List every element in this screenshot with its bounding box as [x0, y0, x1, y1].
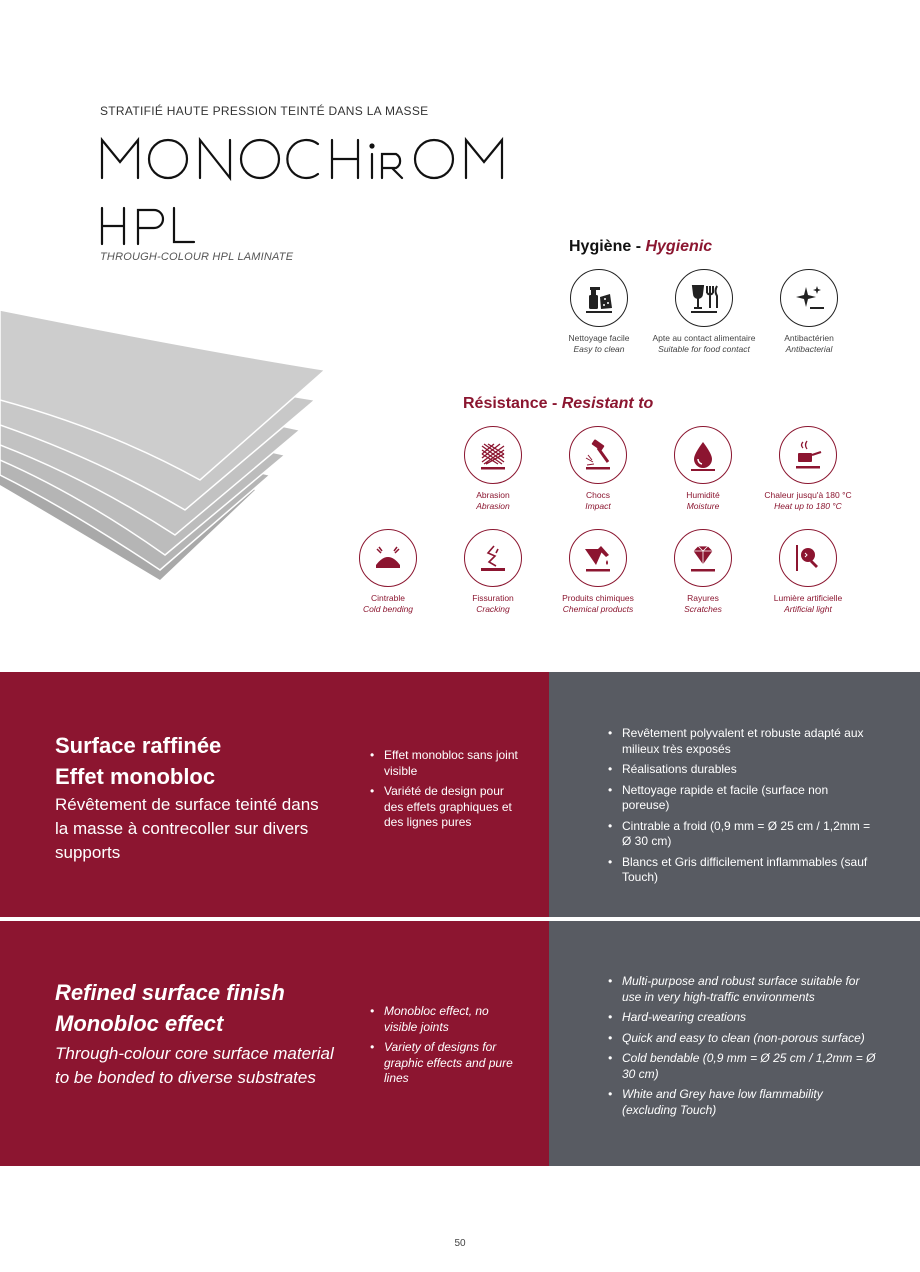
feature-label-fr: Apte au contact alimentaire: [652, 333, 756, 343]
hammer-impact-icon: [569, 426, 627, 484]
fr-heading: [55, 730, 221, 792]
fr-heading-line1: Surface raffinée: [55, 733, 222, 758]
list-item: • Variety of designs for graphic effects and pure lines: [370, 1040, 520, 1087]
feature-label-en: Cracking: [476, 604, 510, 614]
feature-label-en: Chemical products: [562, 604, 634, 614]
fr-heading-line2: Effet monobloc: [55, 764, 216, 789]
list-item: • Monobloc effect, no visible joints: [370, 1004, 520, 1035]
fr-mid-bullets: [370, 748, 520, 836]
feature-cold-bending: [333, 529, 443, 615]
feature-cracking: [438, 529, 548, 615]
sparkle-clean-icon: [780, 269, 838, 327]
feature-label-fr: Chocs: [585, 490, 611, 500]
feature-scratches: [648, 529, 758, 615]
diamond-scratch-icon: [674, 529, 732, 587]
en-right-bullets: [608, 974, 878, 1123]
laminate-sheets-illustration: [0, 290, 330, 590]
feature-label-fr: Lumière artificielle: [773, 593, 843, 603]
list-item: • Multi-purpose and robust surface suitable for use in very high-traffic environments: [608, 974, 878, 1005]
list-item: • Cintrable a froid (0,9 mm = Ø 25 cm / 1,2mm = Ø 30 cm): [608, 819, 878, 850]
cold-bending-icon: [359, 529, 417, 587]
list-item: • Quick and easy to clean (non-porous surface): [608, 1031, 878, 1047]
list-item: • Hard-wearing creations: [608, 1010, 878, 1026]
list-item: • Blancs et Gris difficilement inflammables (sauf Touch): [608, 855, 878, 886]
page-number: 50: [454, 1238, 466, 1249]
feature-label-fr: Chaleur jusqu'à 180 °C: [764, 490, 852, 500]
feature-chemical: [543, 529, 653, 615]
glass-cutlery-icon: [675, 269, 733, 327]
feature-label-fr: Cintrable: [370, 593, 406, 603]
hygiene-title-fr: Hygiène -: [569, 238, 646, 255]
hot-pan-icon: [779, 426, 837, 484]
feature-label-en: Heat up to 180 °C: [774, 501, 842, 511]
chemical-icon: [569, 529, 627, 587]
monochrom-hpl-logo: [96, 128, 516, 248]
english-info-band: [0, 921, 920, 1166]
feature-label-en: Scratches: [684, 604, 722, 614]
hygiene-title-en: Hygienic: [645, 238, 713, 255]
en-heading-line1: Refined surface finish: [55, 980, 285, 1005]
feature-label-en: Impact: [585, 501, 611, 511]
feature-label-en: Abrasion: [476, 501, 510, 511]
cleaning-spray-icon: [570, 269, 628, 327]
feature-artificial-light: [753, 529, 863, 615]
subtitle: THROUGH-COLOUR HPL LAMINATE: [100, 251, 294, 263]
feature-label-en: Moisture: [686, 501, 720, 511]
water-drop-icon: [674, 426, 732, 484]
resistance-title-fr: Résistance -: [463, 395, 562, 412]
feature-label-en: Easy to clean: [573, 344, 625, 354]
fr-description: Révêtement de surface teinté dans la masse à contrecoller sur divers supports: [55, 795, 319, 862]
feature-label-fr: Humidité: [686, 490, 720, 500]
en-heading: [55, 977, 285, 1039]
light-bulb-icon: [779, 529, 837, 587]
feature-label-fr: Abrasion: [476, 490, 510, 500]
french-info-band: [0, 672, 920, 917]
abrasion-icon: [464, 426, 522, 484]
feature-label-fr: Nettoyage facile: [568, 333, 630, 343]
cracking-icon: [464, 529, 522, 587]
feature-antibacterial: [754, 269, 864, 355]
feature-label-en: Artificial light: [784, 604, 832, 614]
resistance-title-en: Resistant to: [561, 395, 654, 412]
list-item: • Cold bendable (0,9 mm = Ø 25 cm / 1,2mm = Ø 30 cm): [608, 1051, 878, 1082]
list-item: • Variété de design pour des effets graphiques et des lignes pures: [370, 784, 520, 831]
feature-label-en: Cold bending: [362, 604, 414, 614]
list-item: • Nettoyage rapide et facile (surface non poreuse): [608, 783, 878, 814]
feature-impact: [543, 426, 653, 512]
supertitle: STRATIFIÉ HAUTE PRESSION TEINTÉ DANS LA MASSE: [100, 104, 429, 118]
feature-moisture: [648, 426, 758, 512]
resistance-title: [463, 395, 653, 413]
feature-label-fr: Antibactérien: [784, 333, 834, 343]
feature-food-contact: [649, 269, 759, 355]
feature-label-fr: Rayures: [687, 593, 719, 603]
list-item: • Effet monobloc sans joint visible: [370, 748, 520, 779]
feature-label-en: Suitable for food contact: [658, 344, 750, 354]
en-mid-bullets: [370, 1004, 520, 1092]
feature-easy-to-clean: [544, 269, 654, 355]
feature-heat: [753, 426, 863, 512]
feature-label-fr: Produits chimiques: [562, 593, 634, 603]
fr-right-bullets: [608, 726, 878, 891]
en-heading-line2: Monobloc effect: [55, 1011, 224, 1036]
list-item: • White and Grey have low flammability (excluding Touch): [608, 1087, 878, 1118]
feature-label-en: Antibacterial: [785, 344, 833, 354]
hygiene-title: [569, 238, 712, 256]
feature-label-fr: Fissuration: [472, 593, 514, 603]
list-item: • Réalisations durables: [608, 762, 878, 778]
list-item: • Revêtement polyvalent et robuste adapté aux milieux très exposés: [608, 726, 878, 757]
en-description: Through-colour core surface material to be bonded to diverse substrates: [55, 1044, 334, 1087]
feature-abrasion: [438, 426, 548, 512]
